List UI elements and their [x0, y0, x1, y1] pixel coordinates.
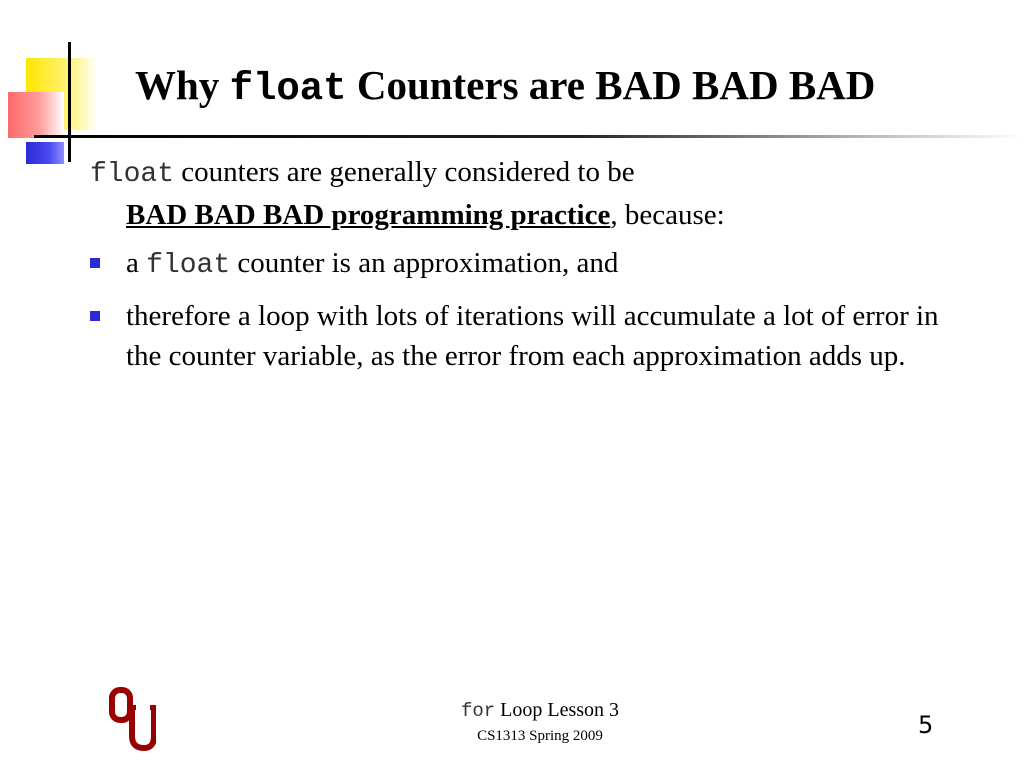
footer-lesson-text: Loop Lesson 3: [495, 699, 620, 721]
intro-line: [90, 152, 970, 195]
title-underline-rule: [34, 135, 1024, 138]
footer-lesson: [430, 698, 650, 723]
slide-title: [135, 62, 876, 111]
intro-continuation: [90, 195, 970, 235]
footer-code: for: [460, 700, 496, 722]
title-code: float: [229, 67, 347, 111]
intro-emphasis: BAD BAD BAD programming practice: [126, 199, 611, 231]
slide-body: [90, 152, 970, 386]
square-bullet-icon: [90, 258, 100, 268]
intro-suffix: , because:: [610, 199, 725, 231]
intro-code: float: [90, 159, 175, 190]
square-bullet-icon: [90, 311, 100, 321]
bullet-1-code: float: [146, 250, 231, 281]
decor-blue-square: [26, 142, 64, 164]
decor-red-square: [8, 92, 64, 138]
bullet-item: [90, 296, 970, 376]
bullet-item: [90, 243, 970, 286]
bullet-1-text: counter is an approximation, and: [230, 247, 619, 279]
bullet-2-text: therefore a loop with lots of iterations will accumulate a lot of error in the counter variable, as the error from each approximation adds up.: [126, 300, 939, 372]
page-number: 5: [918, 711, 934, 739]
bullet-list: [90, 243, 970, 376]
decor-vertical-line: [68, 42, 71, 162]
intro-text: counters are generally considered to be: [174, 156, 635, 188]
bullet-1-prefix: a: [126, 247, 147, 279]
ou-logo-icon: [108, 686, 156, 752]
title-text-before: Why: [135, 62, 230, 108]
title-text-after: Counters are BAD BAD BAD: [346, 62, 876, 108]
slide-footer: [430, 698, 650, 745]
ou-logo: [108, 686, 156, 757]
footer-course: CS1313 Spring 2009: [477, 727, 603, 744]
